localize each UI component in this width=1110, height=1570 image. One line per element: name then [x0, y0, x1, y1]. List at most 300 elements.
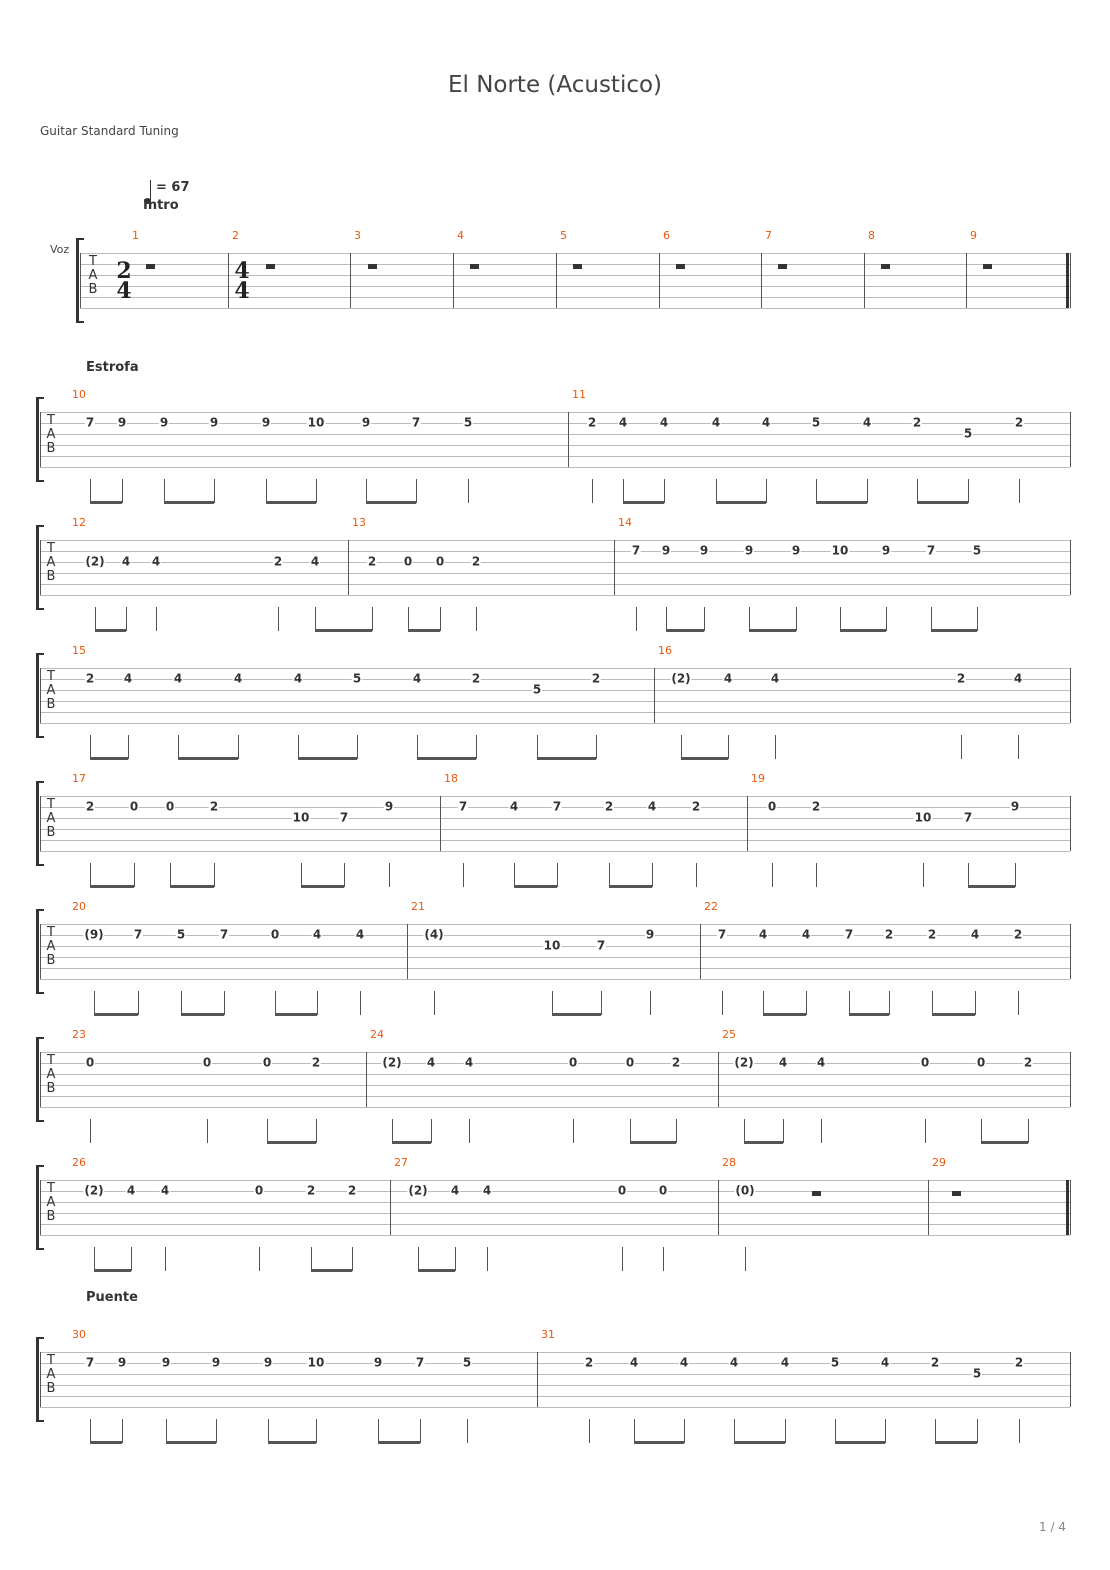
fret-number: 0: [202, 1055, 212, 1070]
tab-clef-letter: B: [46, 1381, 56, 1396]
measure-number: 30: [72, 1328, 86, 1341]
fret-number: 2: [604, 799, 614, 814]
fret-number: 2: [367, 554, 377, 569]
fret-number: 2: [347, 1183, 357, 1198]
half-rest-icon: [952, 1191, 961, 1196]
staff-line: [40, 1096, 1070, 1097]
note-stem: [378, 1419, 379, 1443]
tab-clef-letter: B: [88, 282, 98, 297]
note-stem: [514, 863, 515, 887]
staff-line: [40, 829, 1070, 830]
note-stem: [652, 863, 653, 887]
note-stem: [763, 991, 764, 1015]
note-stem: [676, 1119, 677, 1143]
staff-line: [40, 1385, 1070, 1386]
fret-number: 5: [462, 1355, 472, 1370]
note-stem: [650, 991, 651, 1015]
measure-number: 10: [72, 388, 86, 401]
measure-number: 29: [932, 1156, 946, 1169]
note-stem: [122, 479, 123, 503]
fret-number: 2: [930, 1355, 940, 1370]
barline: [556, 253, 557, 308]
note-beam: [744, 1141, 783, 1144]
note-stem: [840, 607, 841, 631]
note-beam: [623, 501, 664, 504]
note-stem: [90, 735, 91, 759]
note-stem: [455, 1247, 456, 1271]
note-stem: [317, 991, 318, 1015]
tab-clef-letter: A: [88, 268, 98, 283]
note-stem: [816, 479, 817, 503]
note-stem: [95, 607, 96, 631]
fret-number: 10: [307, 1355, 325, 1370]
fret-number: 9: [209, 415, 219, 430]
note-stem: [634, 1419, 635, 1443]
note-stem: [835, 1419, 836, 1443]
fret-number: 2: [587, 415, 597, 430]
note-beam: [181, 1013, 224, 1016]
fret-number: 7: [85, 1355, 95, 1370]
fret-number: 9: [791, 543, 801, 558]
note-stem: [749, 607, 750, 631]
note-beam: [932, 1013, 975, 1016]
staff-line: [80, 308, 1070, 309]
fret-number: 2: [912, 415, 922, 430]
note-beam: [537, 757, 596, 760]
note-beam: [268, 1441, 316, 1444]
fret-number: 4: [312, 927, 322, 942]
score-title: El Norte (Acustico): [447, 72, 663, 98]
system-bracket: [36, 525, 39, 610]
fret-number: 0: [920, 1055, 930, 1070]
measure-number: 2: [232, 229, 239, 242]
barline: [537, 1352, 538, 1407]
half-rest-icon: [146, 264, 155, 269]
note-stem: [134, 863, 135, 887]
staff-line: [40, 935, 1070, 936]
barline: [659, 253, 660, 308]
note-stem: [214, 479, 215, 503]
fret-number: 2: [811, 799, 821, 814]
note-stem: [128, 735, 129, 759]
fret-number: 4: [233, 671, 243, 686]
time-signature-bottom: 4: [116, 278, 132, 304]
measure-number: 15: [72, 644, 86, 657]
note-stem: [772, 863, 773, 887]
barline: [1070, 253, 1071, 308]
note-stem: [267, 1119, 268, 1143]
note-stem: [357, 735, 358, 759]
note-stem: [932, 991, 933, 1015]
note-beam: [366, 501, 416, 504]
staff-line: [40, 1407, 1070, 1408]
note-stem: [207, 1119, 208, 1143]
note-stem: [744, 1119, 745, 1143]
measure-number: 26: [72, 1156, 86, 1169]
tab-clef-letter: A: [46, 1067, 56, 1082]
note-stem: [463, 863, 464, 887]
fret-number: 9: [211, 1355, 221, 1370]
note-stem: [684, 1419, 685, 1443]
fret-number: 5: [972, 1366, 982, 1381]
fret-number: 7: [963, 810, 973, 825]
note-stem: [165, 1247, 166, 1271]
fret-number: 0: [85, 1055, 95, 1070]
fret-number: 2: [85, 671, 95, 686]
note-stem: [94, 1247, 95, 1271]
staff-line: [40, 562, 1070, 563]
fret-number: 4: [412, 671, 422, 686]
note-stem: [961, 735, 962, 759]
note-stem: [1019, 479, 1020, 503]
note-beam: [763, 1013, 806, 1016]
staff-line: [40, 840, 1070, 841]
barline: [40, 668, 41, 723]
note-stem: [278, 607, 279, 631]
staff-line: [40, 551, 1070, 552]
note-stem: [885, 1419, 886, 1443]
time-signature: [116, 258, 132, 304]
final-barline: [1066, 253, 1069, 308]
fret-number: 4: [173, 671, 183, 686]
system-bracket: [36, 397, 39, 482]
note-stem: [90, 863, 91, 887]
barline: [1070, 668, 1071, 723]
note-stem: [366, 479, 367, 503]
tab-clef-letter: T: [47, 1353, 55, 1368]
note-beam: [849, 1013, 889, 1016]
note-beam: [840, 629, 886, 632]
fret-number: 4: [880, 1355, 890, 1370]
note-stem: [716, 479, 717, 503]
note-stem: [487, 1247, 488, 1271]
barline: [453, 253, 454, 308]
staff-line: [40, 690, 1070, 691]
note-stem: [224, 991, 225, 1015]
note-stem: [745, 1247, 746, 1271]
tab-clef-letter: A: [46, 427, 56, 442]
note-stem: [316, 479, 317, 503]
barline: [1070, 1352, 1071, 1407]
note-stem: [440, 607, 441, 631]
fret-number: 7: [596, 938, 606, 953]
note-stem: [417, 735, 418, 759]
fret-number: (0): [735, 1183, 755, 1198]
note-stem: [573, 1119, 574, 1143]
note-stem: [316, 1419, 317, 1443]
fret-number: 5: [830, 1355, 840, 1370]
fret-number: 4: [770, 671, 780, 686]
barline: [614, 540, 615, 595]
fret-number: 7: [339, 810, 349, 825]
fret-number: 7: [85, 415, 95, 430]
note-stem: [968, 479, 969, 503]
fret-number: 5: [352, 671, 362, 686]
fret-number: 4: [778, 1055, 788, 1070]
barline: [568, 412, 569, 467]
staff-line: [40, 1085, 1070, 1086]
staff-line: [40, 1224, 1070, 1225]
fret-number: 5: [963, 426, 973, 441]
fret-number: 2: [311, 1055, 321, 1070]
note-stem: [214, 863, 215, 887]
section-estrofa: Estrofa: [86, 360, 139, 375]
note-stem: [315, 607, 316, 631]
fret-number: 7: [133, 927, 143, 942]
note-stem: [372, 607, 373, 631]
note-stem: [344, 863, 345, 887]
note-beam: [378, 1441, 420, 1444]
note-stem: [316, 1119, 317, 1143]
staff-line: [40, 924, 1070, 925]
barline: [1070, 1052, 1071, 1107]
section-intro: Intro: [143, 198, 179, 213]
fret-number: 4: [761, 415, 771, 430]
staff-line: [40, 723, 1070, 724]
fret-number: (2): [734, 1055, 754, 1070]
fret-number: 4: [647, 799, 657, 814]
barline: [440, 796, 441, 851]
system-bracket: [36, 909, 39, 994]
tab-clef-letter: B: [46, 825, 56, 840]
measure-number: 11: [572, 388, 586, 401]
fret-number: 4: [801, 927, 811, 942]
note-stem: [1015, 863, 1016, 887]
fret-number: 4: [618, 415, 628, 430]
staff-line: [40, 595, 1070, 596]
note-stem: [704, 607, 705, 631]
barline: [40, 1052, 41, 1107]
fret-number: 5: [176, 927, 186, 942]
note-stem: [557, 863, 558, 887]
fret-number: 10: [914, 810, 932, 825]
note-stem: [1018, 991, 1019, 1015]
note-stem: [166, 1419, 167, 1443]
measure-number: 25: [722, 1028, 736, 1041]
fret-number: 9: [117, 415, 127, 430]
half-rest-icon: [368, 264, 377, 269]
note-beam: [90, 501, 122, 504]
note-stem: [181, 991, 182, 1015]
note-stem: [592, 479, 593, 503]
tab-clef-letter: T: [47, 541, 55, 556]
fret-number: 4: [426, 1055, 436, 1070]
fret-number: (2): [382, 1055, 402, 1070]
tab-clef-letter: T: [47, 797, 55, 812]
fret-number: 2: [956, 671, 966, 686]
note-stem: [178, 735, 179, 759]
tab-clef-letter: A: [46, 939, 56, 954]
barline: [864, 253, 865, 308]
note-stem: [392, 1119, 393, 1143]
note-beam: [681, 757, 728, 760]
note-beam: [392, 1141, 431, 1144]
fret-number: 0: [165, 799, 175, 814]
fret-number: 4: [293, 671, 303, 686]
fret-number: (2): [671, 671, 691, 686]
staff-line: [40, 712, 1070, 713]
staff-line: [40, 1235, 1070, 1236]
note-stem: [785, 1419, 786, 1443]
staff-line: [40, 467, 1070, 468]
barline: [1070, 796, 1071, 851]
barline: [718, 1052, 719, 1107]
note-stem: [1028, 1119, 1029, 1143]
barline: [228, 253, 229, 308]
staff-line: [40, 1052, 1070, 1053]
note-stem: [90, 479, 91, 503]
staff-line: [40, 1374, 1070, 1375]
staff-line: [40, 445, 1070, 446]
note-stem: [469, 1119, 470, 1143]
system-bracket: [36, 1337, 39, 1422]
fret-number: 2: [471, 671, 481, 686]
half-rest-icon: [470, 264, 479, 269]
barline: [390, 1180, 391, 1235]
fret-number: 2: [209, 799, 219, 814]
note-stem: [664, 479, 665, 503]
note-stem: [468, 479, 469, 503]
tempo-value: = 67: [156, 180, 190, 195]
fret-number: 7: [844, 927, 854, 942]
fret-number: (2): [84, 1183, 104, 1198]
note-beam: [634, 1441, 684, 1444]
tab-clef-letter: A: [46, 1195, 56, 1210]
tuning-label: Guitar Standard Tuning: [40, 124, 179, 138]
fret-number: 2: [927, 927, 937, 942]
note-beam: [630, 1141, 676, 1144]
barline: [1070, 412, 1071, 467]
fret-number: 0: [767, 799, 777, 814]
system-bracket: [36, 781, 39, 866]
fret-number: 9: [117, 1355, 127, 1370]
system-bracket: [76, 238, 79, 323]
fret-number: 2: [691, 799, 701, 814]
barline: [761, 253, 762, 308]
fret-number: 2: [1013, 927, 1023, 942]
measure-number: 8: [868, 229, 875, 242]
note-stem: [1019, 1419, 1020, 1443]
note-stem: [766, 479, 767, 503]
note-beam: [164, 501, 214, 504]
note-stem: [131, 1247, 132, 1271]
measure-number: 22: [704, 900, 718, 913]
note-beam: [408, 629, 440, 632]
barline: [40, 796, 41, 851]
half-rest-icon: [266, 264, 275, 269]
fret-number: 0: [129, 799, 139, 814]
note-stem: [923, 863, 924, 887]
time-signature-top: 2: [116, 258, 132, 284]
fret-number: 2: [471, 554, 481, 569]
note-stem: [681, 735, 682, 759]
tab-clef-letter: B: [46, 441, 56, 456]
staff-line: [40, 1191, 1070, 1192]
note-beam: [90, 757, 128, 760]
fret-number: 7: [926, 543, 936, 558]
note-stem: [849, 991, 850, 1015]
fret-number: 2: [671, 1055, 681, 1070]
measure-number: 16: [658, 644, 672, 657]
staff-line: [40, 968, 1070, 969]
fret-number: 9: [744, 543, 754, 558]
quarter-note-stem: [150, 180, 151, 200]
fret-number: 2: [1023, 1055, 1033, 1070]
barline: [747, 796, 748, 851]
note-stem: [122, 1419, 123, 1443]
fret-number: 9: [161, 1355, 171, 1370]
fret-number: 4: [758, 927, 768, 942]
staff-line: [40, 679, 1070, 680]
staff-line: [40, 1074, 1070, 1075]
measure-number: 4: [457, 229, 464, 242]
fret-number: 7: [458, 799, 468, 814]
time-signature-bottom: 4: [234, 278, 250, 304]
tab-clef-letter: A: [46, 811, 56, 826]
tab-clef-letter: T: [47, 413, 55, 428]
note-stem: [311, 1247, 312, 1271]
measure-number: 21: [411, 900, 425, 913]
time-signature-top: 4: [234, 258, 250, 284]
barline: [1070, 540, 1071, 595]
staff-line: [40, 412, 1070, 413]
note-beam: [417, 757, 476, 760]
fret-number: 4: [121, 554, 131, 569]
staff-line: [40, 668, 1070, 669]
staff-line: [40, 851, 1070, 852]
barline: [40, 924, 41, 979]
note-stem: [170, 863, 171, 887]
tab-clef-letter: B: [46, 1209, 56, 1224]
half-rest-icon: [778, 264, 787, 269]
measure-number: 7: [765, 229, 772, 242]
fret-number: 0: [658, 1183, 668, 1198]
fret-number: 4: [679, 1355, 689, 1370]
note-beam: [816, 501, 867, 504]
note-stem: [552, 991, 553, 1015]
note-stem: [981, 1119, 982, 1143]
fret-number: 7: [552, 799, 562, 814]
note-stem: [126, 607, 127, 631]
barline: [40, 540, 41, 595]
note-stem: [931, 607, 932, 631]
fret-number: 9: [361, 415, 371, 430]
note-stem: [977, 607, 978, 631]
note-stem: [238, 735, 239, 759]
half-rest-icon: [812, 1191, 821, 1196]
fret-number: 4: [310, 554, 320, 569]
note-stem: [622, 1247, 623, 1271]
system-bracket: [36, 653, 39, 738]
note-stem: [90, 1119, 91, 1143]
fret-number: 4: [711, 415, 721, 430]
fret-number: 9: [1010, 799, 1020, 814]
measure-number: 5: [560, 229, 567, 242]
fret-number: (9): [84, 927, 104, 942]
note-stem: [596, 735, 597, 759]
fret-number: 9: [384, 799, 394, 814]
staff-line: [40, 540, 1070, 541]
note-stem: [352, 1247, 353, 1271]
note-beam: [311, 1269, 352, 1272]
note-beam: [301, 885, 344, 888]
fret-number: 0: [403, 554, 413, 569]
staff-line: [40, 584, 1070, 585]
fret-number: 7: [631, 543, 641, 558]
barline: [40, 1180, 41, 1235]
note-beam: [734, 1441, 785, 1444]
note-stem: [734, 1419, 735, 1443]
